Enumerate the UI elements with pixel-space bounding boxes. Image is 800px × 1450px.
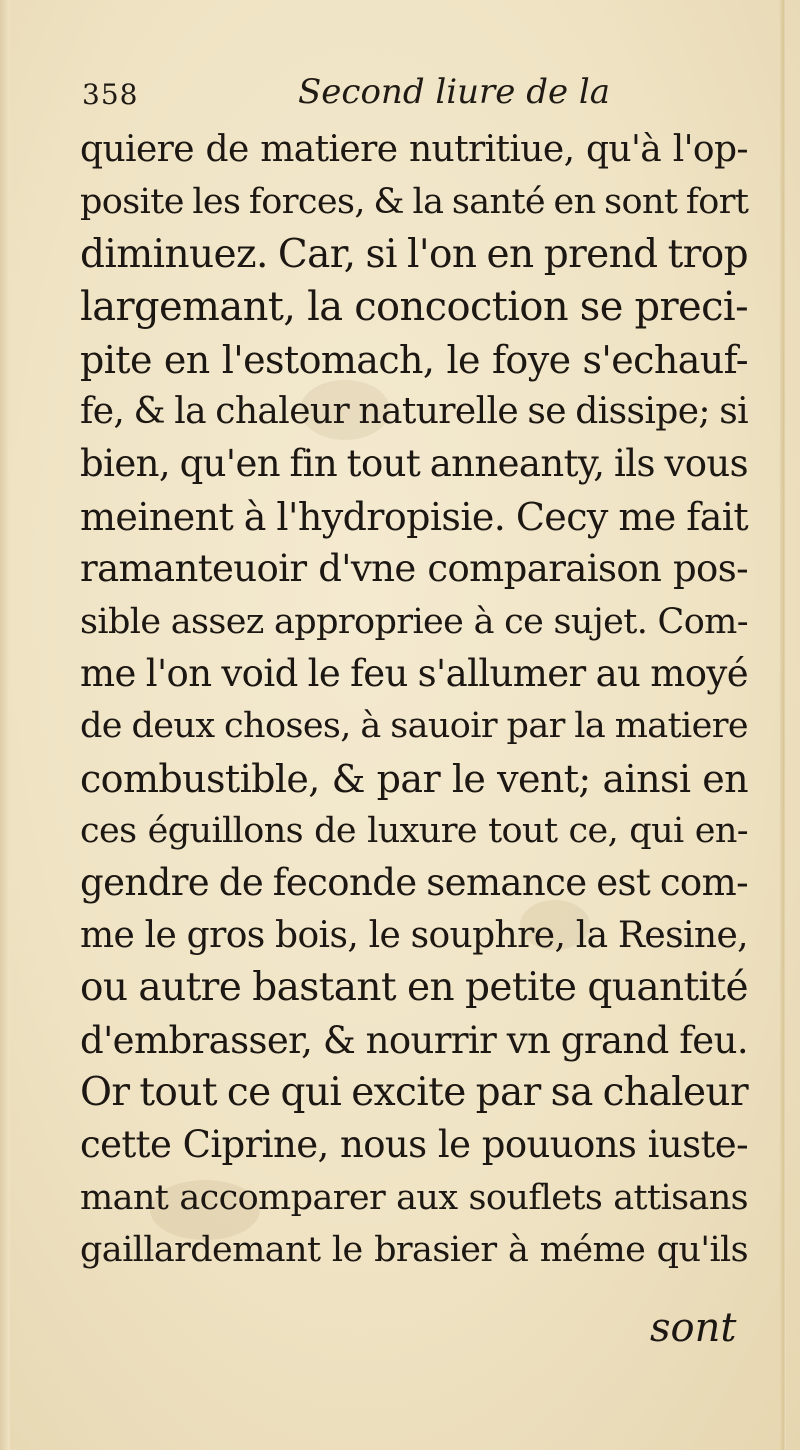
page-edge [780, 0, 786, 1450]
text-line: Or tout ce qui excite par sa chaleur [80, 1070, 748, 1116]
page-number: 358 [82, 78, 139, 111]
text-line: quiere de matiere nutritiue, qu'à l'op- [80, 129, 748, 170]
text-line: combustible, & par le vent; ainsi en [80, 756, 748, 801]
text-line: ramanteuoir d'vne comparaison pos- [80, 547, 748, 591]
text-line: diminuez. Car, si l'on en prend trop [80, 231, 748, 277]
text-line: posite les forces, & la santé en sont fort [80, 182, 749, 223]
text-line: cette Ciprine, nous le pouuons iuste- [80, 1123, 748, 1167]
text-line: meinent à l'hydropisie. Cecy me fait [80, 494, 748, 539]
text-line: bien, qu'en fin tout anneanty, ils vous [80, 442, 748, 486]
text-line: gendre de feconde semance est com- [80, 861, 748, 905]
text-line: ces éguillons de luxure tout ce, qui en- [80, 811, 748, 852]
page-gutter-shadow [0, 0, 10, 1450]
text-line: de deux choses, à sauoir par la matiere [80, 706, 748, 747]
text-line: fe, & la chaleur naturelle se dissipe; si [80, 390, 748, 432]
body-text [80, 124, 748, 1277]
text-line: d'embrasser, & nourrir vn grand feu. [80, 1018, 748, 1062]
text-line: largemant, la concoction se preci- [80, 284, 748, 331]
text-line: mant accomparer aux souflets attisans [80, 1177, 748, 1218]
text-line: pite en l'estomach, le foye s'echauf- [80, 337, 748, 382]
text-line: me l'on void le feu s'allumer au moyé [80, 651, 748, 695]
page-header [82, 72, 722, 122]
text-line: ou autre bastant en petite quantité [80, 965, 748, 1011]
running-title: Second liure de la [298, 72, 611, 112]
text-line: sible assez appropriee à ce sujet. Com- [80, 601, 748, 642]
catchword: sont [650, 1305, 737, 1351]
text-line: gaillardemant le brasier à méme qu'ils [80, 1230, 748, 1271]
text-line: me le gros bois, le souphre, la Resine, [80, 914, 748, 956]
